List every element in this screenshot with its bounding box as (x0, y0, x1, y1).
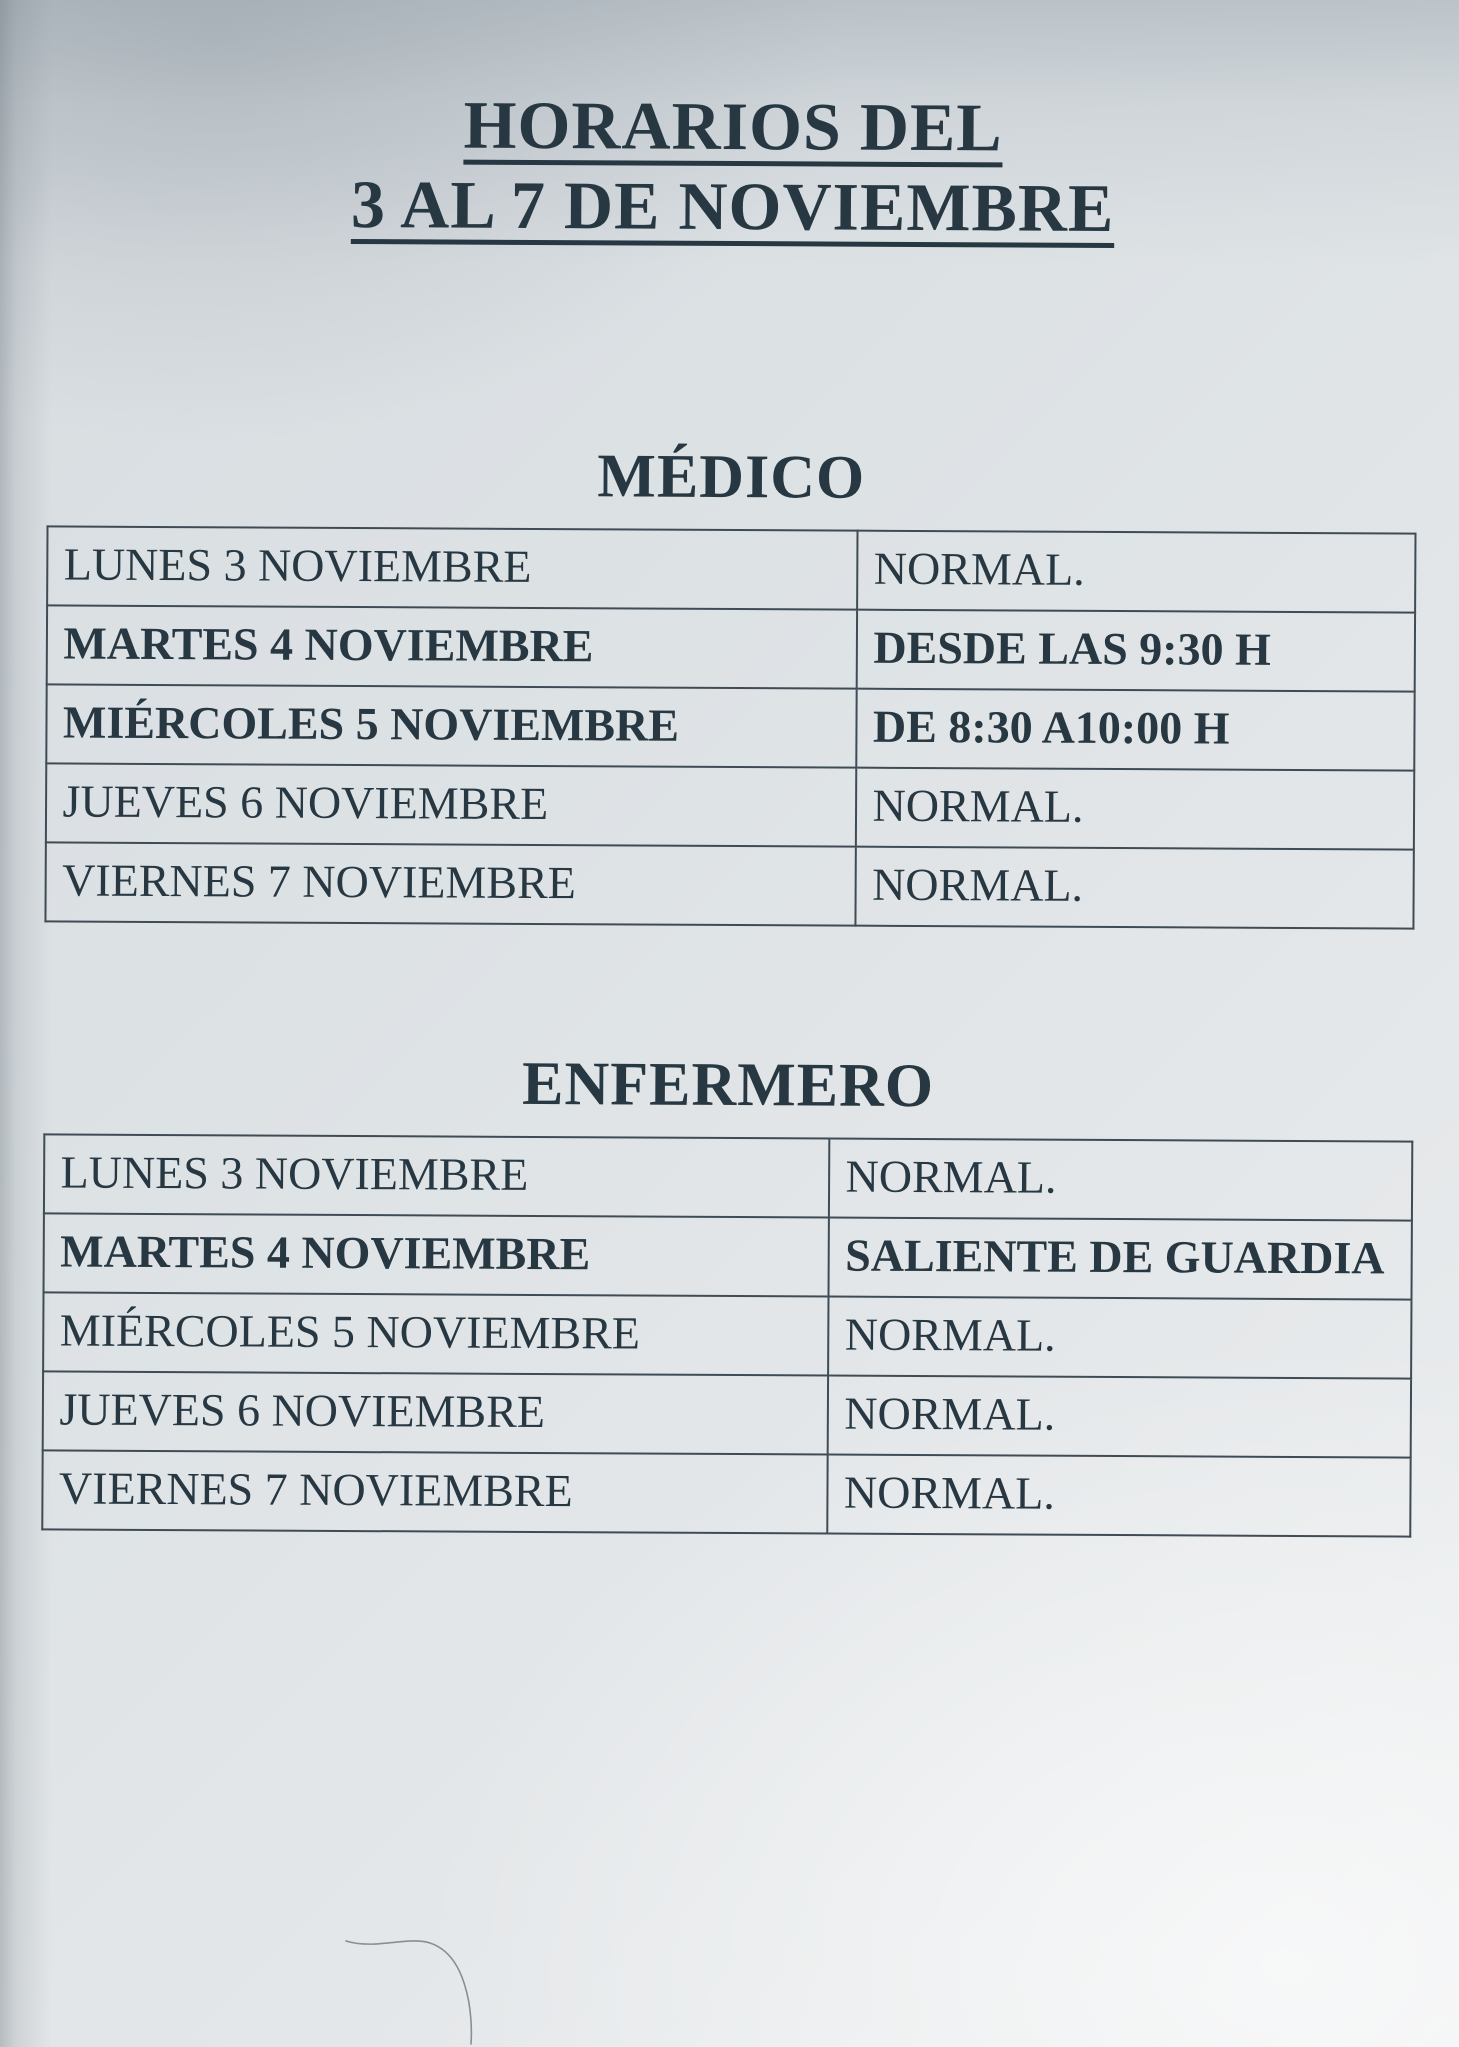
status-cell: NORMAL. (855, 768, 1413, 850)
day-cell: VIERNES 7 NOVIEMBRE (42, 1450, 827, 1533)
status-cell: DESDE LAS 9:30 H (856, 610, 1414, 692)
table-row (42, 1450, 1410, 1536)
status-cell: NORMAL. (827, 1455, 1410, 1537)
day-cell: MIÉRCOLES 5 NOVIEMBRE (43, 1292, 828, 1375)
status-cell: NORMAL. (828, 1297, 1411, 1379)
page-title-line-1: HORARIOS DEL (463, 86, 1003, 166)
page-title-line-2: 3 AL 7 DE NOVIEMBRE (350, 166, 1115, 247)
day-cell: JUEVES 6 NOVIEMBRE (42, 1371, 827, 1454)
status-cell: NORMAL. (828, 1139, 1411, 1221)
status-cell: NORMAL. (855, 847, 1413, 929)
day-cell: LUNES 3 NOVIEMBRE (47, 526, 857, 609)
section-heading-medico: MÉDICO (597, 442, 866, 512)
table-row (43, 1213, 1411, 1299)
day-cell: MARTES 4 NOVIEMBRE (46, 605, 856, 688)
status-cell: NORMAL. (857, 531, 1415, 613)
medico-schedule-table (44, 525, 1416, 929)
table-row (43, 1134, 1411, 1220)
table-row (42, 1371, 1410, 1457)
day-cell: MIÉRCOLES 5 NOVIEMBRE (46, 684, 856, 767)
day-cell: LUNES 3 NOVIEMBRE (43, 1134, 828, 1217)
table-row (47, 526, 1415, 612)
table-row (43, 1292, 1411, 1378)
day-cell: VIERNES 7 NOVIEMBRE (45, 842, 855, 925)
status-cell: NORMAL. (827, 1376, 1410, 1458)
page-title (3, 82, 1459, 250)
table-row (45, 842, 1413, 928)
table-row (46, 684, 1414, 770)
day-cell: MARTES 4 NOVIEMBRE (43, 1213, 828, 1296)
table-row (46, 605, 1414, 691)
section-heading-enfermero: ENFERMERO (521, 1049, 935, 1121)
status-cell: DE 8:30 A10:00 H (856, 689, 1414, 771)
status-cell: SALIENTE DE GUARDIA (828, 1218, 1411, 1300)
day-cell: JUEVES 6 NOVIEMBRE (45, 763, 855, 846)
enfermero-schedule-table (41, 1133, 1413, 1537)
table-row (45, 763, 1413, 849)
